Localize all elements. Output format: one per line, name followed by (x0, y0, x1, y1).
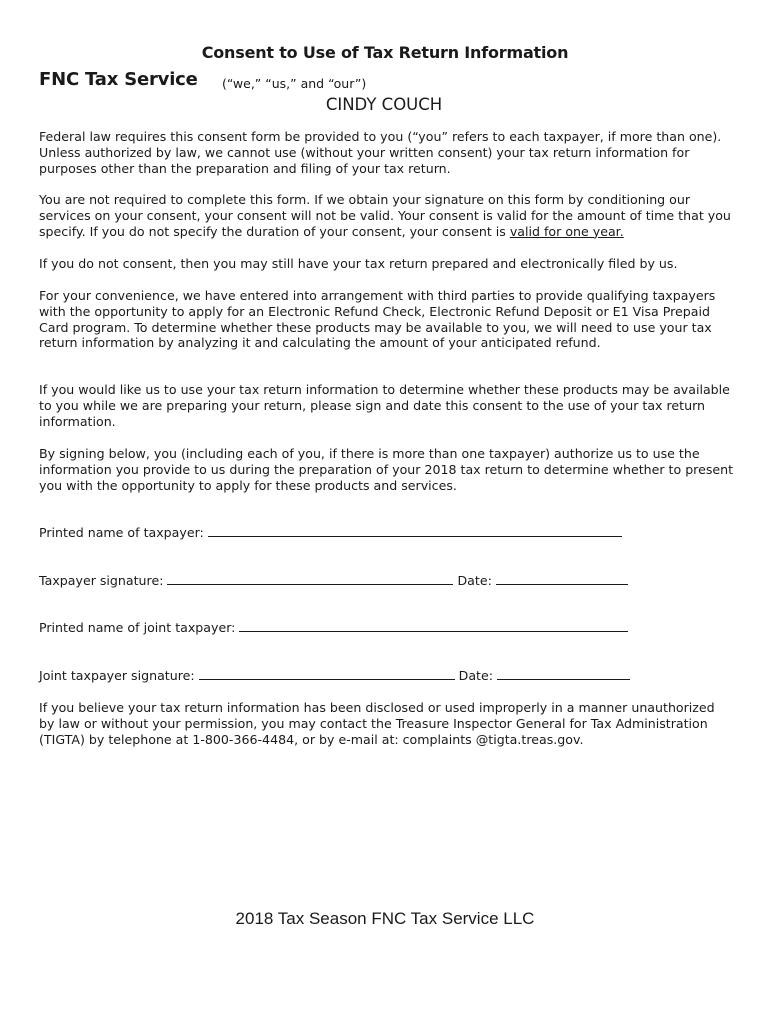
client-name: CINDY COUCH (325, 95, 443, 114)
document-title: Consent to Use of Tax Return Information (201, 43, 569, 62)
paragraph-not-required (39, 192, 739, 239)
joint-signature-label: Joint taxpayer signature: (39, 668, 195, 683)
joint-signature-line[interactable] (199, 669, 455, 680)
printed-name-line[interactable] (208, 526, 622, 537)
taxpayer-signature-row (39, 573, 628, 588)
date-label: Date: (457, 573, 492, 588)
client-name-block (0, 95, 770, 114)
printed-name-row (39, 525, 622, 540)
paragraph-signing: By signing below, you (including each of you, if there is more than one taxpayer) authorize us to use the information you provide to us during the preparation of your 2018 tax return to determine whether to present you with the opportunity to apply for these products and services. (39, 446, 734, 493)
taxpayer-signature-label: Taxpayer signature: (39, 573, 164, 588)
we-us-note: (“we,” “us,” and “our”) (222, 76, 367, 91)
company-name: FNC Tax Service (39, 69, 198, 90)
printed-joint-label: Printed name of joint taxpayer: (39, 620, 236, 635)
paragraph-convenience: For your convenience, we have entered into arrangement with third parties to provide qualifying taxpayers with the opportunity to apply for an Electronic Refund Check, Electronic Refund Deposit or E1 Visa Prepaid Card program. To determine whether these products may be available to you, we will need to use your tax return information by analyzing it and calculating the amount of your anticipated refund. (39, 288, 716, 351)
joint-date-line[interactable] (497, 669, 630, 680)
paragraph-not-required-text: You are not required to complete this form. If we obtain your signature on this form by conditioning our services on your consent, your consent will not be valid. Your consent is valid for the amount of time that you specify. If you do not specify the duration of your consent, your consent is (39, 192, 731, 239)
printed-joint-line[interactable] (239, 621, 628, 632)
taxpayer-signature-line[interactable] (167, 574, 453, 585)
printed-name-label: Printed name of taxpayer: (39, 525, 204, 540)
valid-one-year-text: valid for one year. (509, 223, 624, 239)
printed-joint-row (39, 620, 628, 635)
paragraph-tigta: If you believe your tax return information has been disclosed or used improperly in a manner unauthorized by law or without your permission, you may contact the Treasure Inspector General for Tax Administration (TIGTA) by telephone at 1-800-366-4484, or by e-mail at: complaints @tigta.treas.gov. (39, 700, 715, 747)
paragraph-federal-law: Federal law requires this consent form be provided to you (“you” refers to each taxpayer, if more than one). Unless authorized by law, we cannot use (without your written consent) your tax return information for purposes other than the preparation and filing of your tax return. (39, 129, 722, 176)
footer-text: 2018 Tax Season FNC Tax Service LLC (235, 909, 535, 928)
joint-date-label: Date: (458, 668, 493, 683)
paragraph-no-consent: If you do not consent, then you may still have your tax return prepared and electronically filed by us. (39, 256, 678, 271)
joint-signature-row (39, 668, 630, 683)
date-line[interactable] (496, 574, 628, 585)
paragraph-use-info: If you would like us to use your tax return information to determine whether these products may be available to you while we are preparing your return, please sign and date this consent to the use of your tax return information. (39, 382, 730, 429)
